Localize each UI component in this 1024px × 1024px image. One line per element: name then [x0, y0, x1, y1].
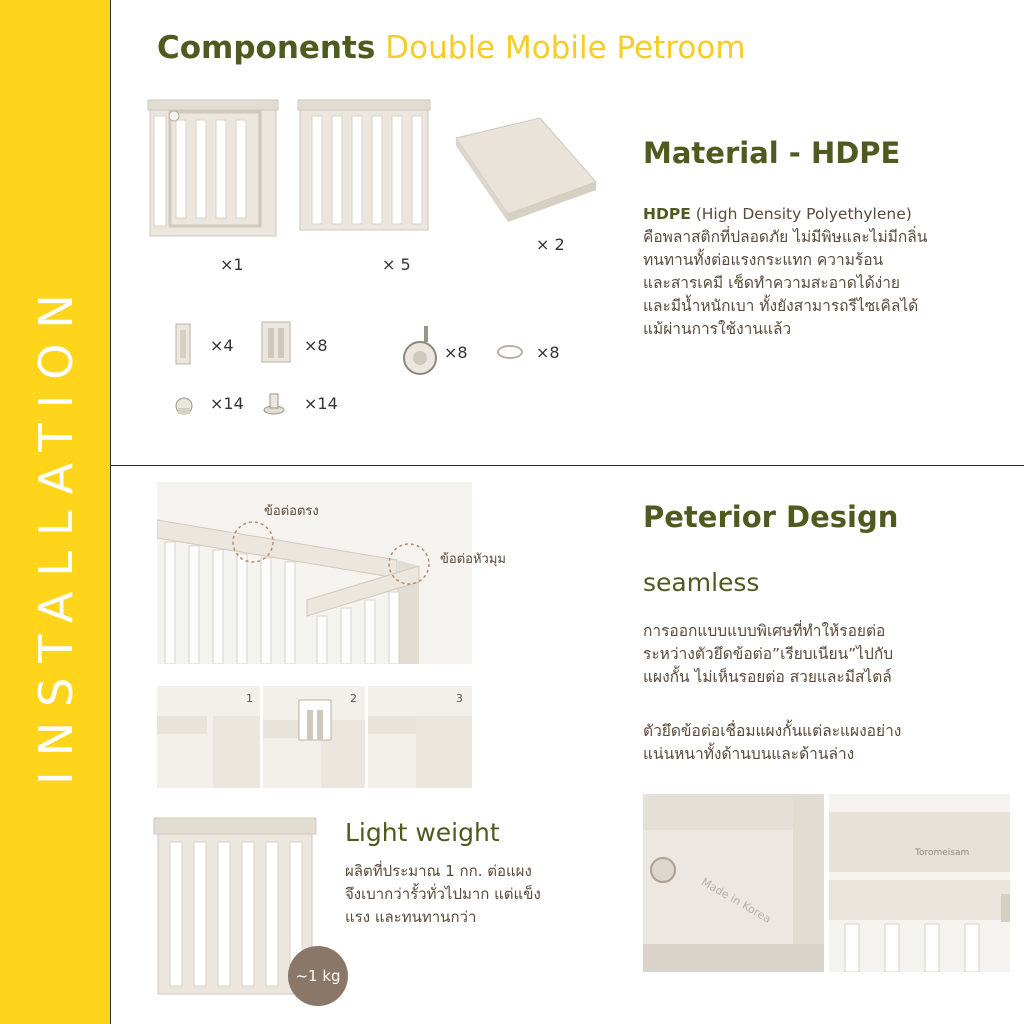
material-lead	[643, 203, 927, 226]
floor-mat-qty: × 2	[536, 235, 565, 254]
sidebar	[0, 0, 111, 1024]
wheel-qty: ×8	[444, 343, 468, 362]
light-weight-line: แรง และทนทานกว่า	[345, 908, 477, 926]
material-line: คือพลาสติกที่ปลอดภัย ไม่มีพิษและไม่มีกลิ่น	[643, 228, 928, 246]
callout-corner-joint: ข้อต่อหัวมุม	[440, 552, 506, 567]
weight-badge: ~1 kg	[288, 946, 348, 1006]
design-subtitle: seamless	[643, 568, 760, 597]
light-weight-line: ผลิตที่ประมาณ 1 กก. ต่อแผง	[345, 862, 532, 880]
page-title	[157, 30, 746, 66]
peg-image	[264, 394, 284, 414]
wheel-image	[404, 326, 436, 374]
cap-image	[176, 398, 192, 414]
design-paragraph-2	[643, 720, 901, 766]
material-line: และสารเคมี เช็ดทำความสะอาดได้ง่าย	[643, 274, 900, 292]
detail-photo-1	[643, 794, 824, 972]
made-in-korea-text: Made in Korea	[698, 875, 774, 926]
components-drawing	[140, 90, 600, 430]
section-divider	[111, 465, 1024, 466]
light-weight-line: จึงเบากว่ารั้วทั่วไปมาก แต่แข็ง	[345, 885, 541, 903]
material-lead-bold: HDPE	[643, 205, 691, 223]
material-line: และมีน้ำหนักเบา ทั้งยังสามารถรีไซเคิลได้	[643, 297, 919, 315]
title-secondary: Double Mobile Petroom	[385, 30, 746, 66]
ring-qty: ×8	[536, 343, 560, 362]
floor-mat-image	[456, 118, 596, 222]
panel-image	[298, 100, 430, 230]
brand-text: Toromeisam	[915, 848, 970, 858]
callout-straight-joint: ข้อต่อตรง	[264, 504, 319, 519]
design-line: การออกแบบแบบพิเศษที่ทำให้รอยต่อ	[643, 622, 886, 640]
peg-qty: ×14	[304, 394, 338, 413]
gate-panel-image	[148, 100, 278, 236]
material-title: Material - HDPE	[643, 136, 901, 170]
cap-qty: ×14	[210, 394, 244, 413]
gate-panel-qty: ×1	[220, 255, 244, 274]
title-primary: Components	[157, 30, 376, 66]
light-weight-title: Light weight	[345, 818, 500, 847]
panel-qty: × 5	[382, 255, 411, 274]
design-paragraph-1	[643, 620, 893, 689]
design-line: แผงกั้น ไม่เห็นรอยต่อ สวยและมีสไตล์	[643, 668, 892, 686]
sidebar-label: INSTALLATION	[29, 279, 83, 785]
design-line: แน่นหนาทั้งด้านบนและด้านล่าง	[643, 745, 855, 763]
material-lead-rest: (High Density Polyethylene)	[690, 205, 912, 223]
corner-joint-image	[262, 322, 290, 362]
material-description	[643, 203, 927, 341]
step-photo-1	[157, 686, 260, 788]
ring-image	[498, 346, 522, 358]
straight-joint-qty: ×4	[210, 336, 234, 355]
design-line: ระหว่างตัวยึดข้อต่อ”เรียบเนียน”ไปกับ	[643, 645, 894, 663]
material-line: แม้ผ่านการใช้งานแล้ว	[643, 320, 792, 338]
step-number-3: 3	[456, 692, 463, 705]
light-weight-description	[345, 860, 541, 929]
step-number-1: 1	[246, 692, 253, 705]
step-number-2: 2	[350, 692, 357, 705]
design-title: Peterior Design	[643, 500, 899, 534]
detail-photo-2	[829, 794, 1010, 972]
straight-joint-image	[176, 324, 190, 364]
corner-joint-qty: ×8	[304, 336, 328, 355]
material-line: ทนทานทั้งต่อแรงกระแทก ความร้อน	[643, 251, 884, 269]
components-illustration	[140, 90, 600, 430]
design-line: ตัวยึดข้อต่อเชื่อมแผงกั้นแต่ละแผงอย่าง	[643, 722, 902, 740]
